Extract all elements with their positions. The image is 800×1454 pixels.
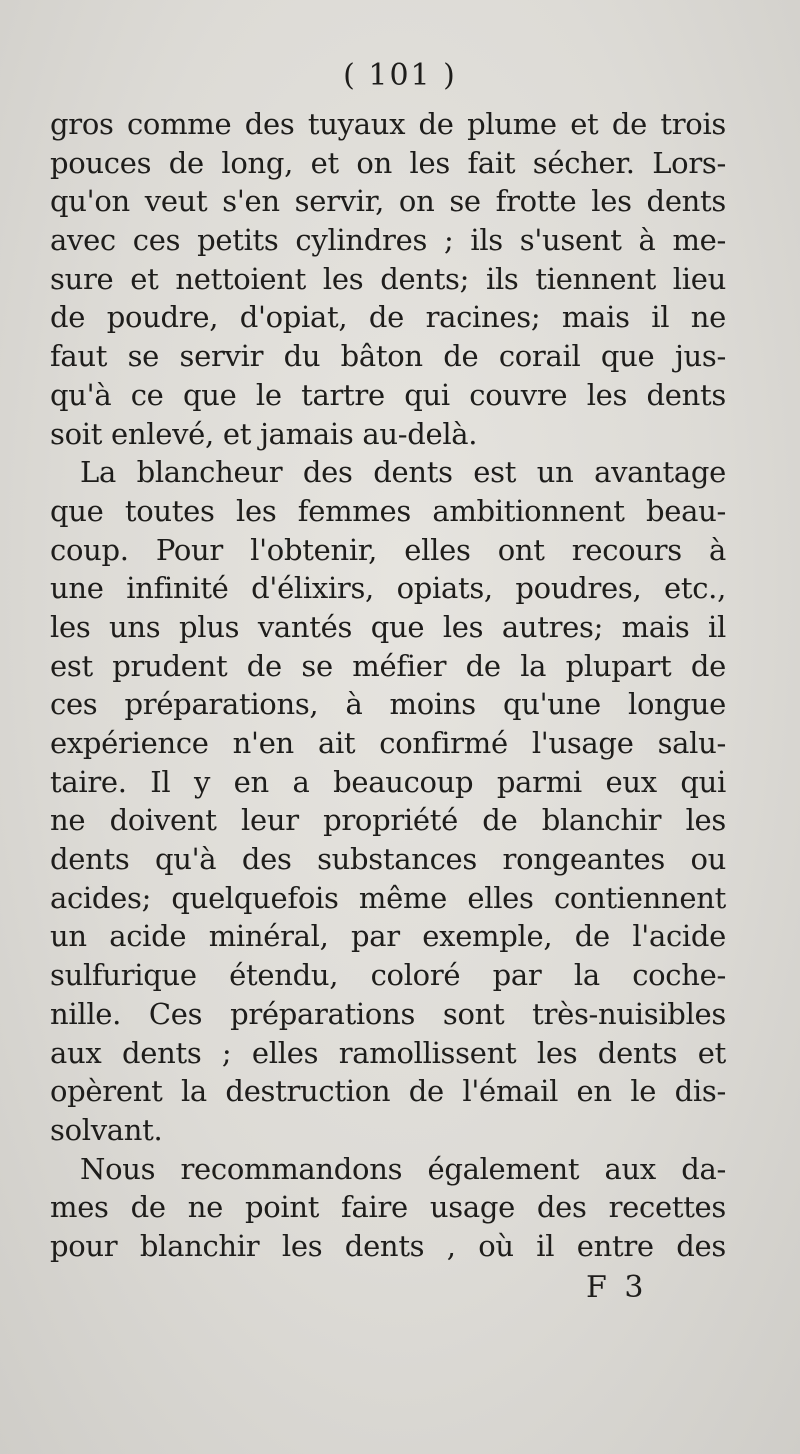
text-line: La blancheur des dents est un avantage: [80, 455, 726, 490]
text-line: mes de ne point faire usage des recettes: [50, 1190, 726, 1225]
text-line: dents qu'à des substances rongeantes ou: [50, 842, 726, 877]
text-line: pour blanchir les dents , où il entre des: [50, 1228, 726, 1263]
text-line: qu'à ce que le tartre qui couvre les dents: [50, 377, 726, 412]
body-text: [50, 105, 726, 1266]
text-line: un acide minéral, par exemple, de l'acide: [50, 919, 726, 954]
text-line: aux dents ; elles ramollissent les dents et: [50, 1035, 726, 1070]
text-line: sulfurique étendu, coloré par la coche-: [50, 958, 726, 993]
text-line: expérience n'en ait confirmé l'usage salu-: [50, 726, 726, 760]
text-line: acides; quelquefois même elles contiennent: [50, 880, 726, 915]
text-line: faut se servir du bâton de corail que jus-: [50, 339, 726, 374]
text-line: qu'on veut s'en servir, on se frotte les dents: [50, 184, 726, 219]
page-number-header: ( 101 ): [343, 58, 457, 93]
text-line: avec ces petits cylindres ; ils s'usent à me-: [50, 223, 726, 258]
text-line: soit enlevé, et jamais au-delà.: [50, 416, 478, 451]
text-line: opèrent la destruction de l'émail en le dis-: [50, 1074, 726, 1109]
text-line: de poudre, d'opiat, de racines; mais il ne: [50, 300, 726, 335]
text-line: que toutes les femmes ambitionnent beau-: [50, 493, 726, 528]
text-line: ne doivent leur propriété de blanchir les: [50, 803, 726, 838]
text-line: taire. Il y en a beaucoup parmi eux qui: [50, 764, 726, 799]
text-line: est prudent de se méfier de la plupart de: [50, 648, 726, 683]
text-line: une infinité d'élixirs, opiats, poudres, etc.,: [50, 571, 726, 606]
signature-mark: F 3: [586, 1270, 648, 1305]
text-line: coup. Pour l'obtenir, elles ont recours à: [50, 532, 726, 567]
text-line: Nous recommandons également aux da-: [80, 1151, 726, 1186]
text-line: gros comme des tuyaux de plume et de trois: [50, 107, 726, 141]
text-line: ces préparations, à moins qu'une longue: [50, 687, 726, 722]
text-line: les uns plus vantés que les autres; mais il: [50, 609, 726, 644]
text-line: sure et nettoient les dents; ils tiennent lieu: [50, 261, 726, 296]
text-line: nille. Ces préparations sont très-nuisibles: [50, 996, 726, 1031]
text-line: pouces de long, et on les fait sécher. Lors-: [50, 145, 726, 180]
text-line: solvant.: [50, 1112, 163, 1147]
